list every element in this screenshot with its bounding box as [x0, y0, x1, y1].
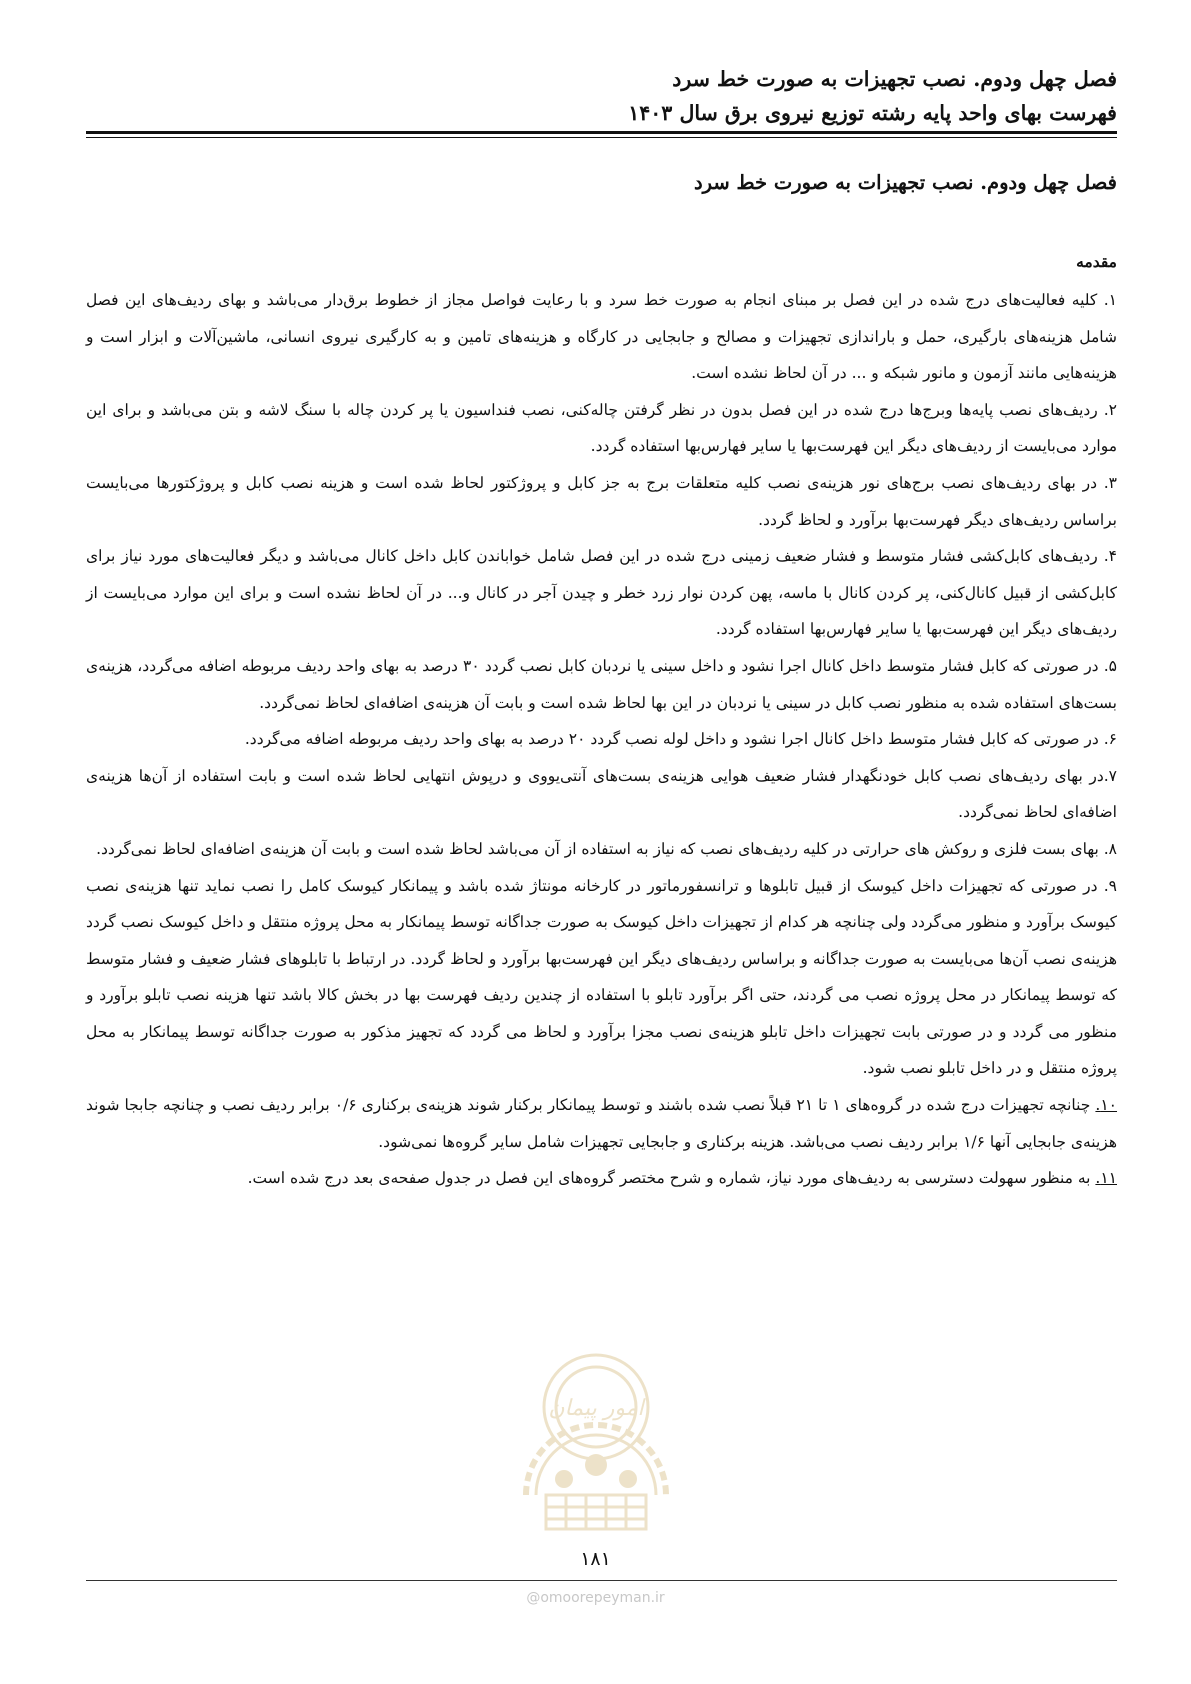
paragraph-text: کلیه فعالیت‌های درج شده در این فصل بر مبنای انجام به صورت خط سرد و با رعایت فواصل مجاز از خطوط برق‌دار می‌باشد و بهای ردیف‌های این فصل شامل هزینه‌های بارگیری، حمل و باراندازی تجهیزات و مصالح و جابجایی در کارگاه و هزینه‌های تامین و به کارگیری نیروی انسانی، ماشین‌آلات و ابزار است و هزینه‌هایی مانند آزمون و مانور شبکه و ... در آن لحاظ نشده است. — [86, 291, 1117, 383]
paragraph-number: ۱۱. — [1095, 1169, 1117, 1188]
paragraph-5 — [86, 648, 1117, 721]
paragraph-text: در صورتی که تجهیزات داخل کیوسک از قبیل تابلوها و ترانسفورماتور در کارخانه مونتاژ شده باشد و پیمانکار کیوسک کامل را نصب نماید تنها هزینه‌ی نصب کیوسک برآورد و منظور می‌گردد ولی چنانچه هر کدام از تجهیزات داخل کیوسک به صورت جداگانه توسط پیمانکار به محل پروژه منتقل و داخل کیوسک نصب گردد هزینه‌ی نصب آن‌ها می‌بایست به صورت جداگانه و براساس ردیف‌های دیگر این فهرست‌بها برآورد و لحاظ گردد. در ارتباط با تابلوهای فشار ضعیف و فشار متوسط که توسط پیمانکار در محل پروژه نصب می گردند، حتی اگر برآورد تابلو با استفاده از چندین ردیف فهرست بها در بخش کالا باشد تنها هزینه نصب تابلو برآورد و منظور می گردد و در صورتی بابت تجهیزات داخل تابلو هزینه‌ی نصب مجزا برآورد و لحاظ می گردد که تجهیز مذکور به صورت جداگانه توسط پیمانکار به محل پروژه منتقل و در داخل تابلو نصب شود. — [86, 876, 1117, 1078]
paragraph-text: در صورتی که کابل فشار متوسط داخل کانال اجرا نشود و داخل سینی یا نردبان کابل نصب گردد ۳۰ درصد به بهای واحد ردیف مربوطه اضافه می‌گردد، هزینه‌ی بست‌های استفاده شده به منظور نصب کابل در سینی یا نردبان در این بها لحاظ شده است و بابت آن هزینه‌ی اضافه‌ای لحاظ نمی‌گردد. — [86, 656, 1117, 712]
paragraph-4 — [86, 538, 1117, 648]
paragraph-text: ردیف‌های کابل‌کشی فشار متوسط و فشار ضعیف زمینی درج شده در این فصل شامل خواباندن کابل داخل کانال می‌باشد و دیگر فعالیت‌های مورد نیاز برای کابل‌کشی از قبیل کانال‌کنی، پر کردن کانال با ماسه، پهن کردن نوار زرد خطر و چیدن آجر در کانال و... در آن لحاظ نشده است و برای این موارد می‌بایست از ردیف‌های دیگر این فهرست‌بها یا سایر فهارس‌بها استفاده گردد. — [86, 547, 1117, 639]
header-chapter-line: فصل چهل ودوم. نصب تجهیزات به صورت خط سرد — [672, 67, 1117, 91]
footer-rule — [86, 1580, 1117, 1581]
paragraph-text: ردیف‌های نصب پایه‌ها وبرج‌ها درج شده در این فصل بدون در نظر گرفتن چاله‌کنی، نصب فنداسیون یا پر کردن چاله با سنگ لاشه و بتن می‌باشد و برای این موارد می‌بایست از ردیف‌های دیگر این فهرست‌بها یا سایر فهارس‌بها استفاده گردد. — [86, 400, 1117, 456]
paragraph-number: ۷. — [1103, 766, 1117, 785]
paragraph-text: به منظور سهولت دسترسی به ردیف‌های مورد نیاز، شماره و شرح مختصر گروه‌های این فصل در جدول صفحه‌ی بعد درج شده است. — [247, 1169, 1096, 1188]
paragraph-number: ۹. — [1103, 876, 1117, 895]
paragraph-number: ۲. — [1103, 400, 1117, 419]
paragraph-6 — [86, 721, 1117, 758]
header-catalog-line: فهرست بهای واحد پایه رشته توزیع نیروی برق سال ۱۴۰۳ — [628, 101, 1117, 125]
paragraph-text: چنانچه تجهیزات درج شده در گروه‌های ۱ تا ۲۱ قبلاً نصب شده باشند و توسط پیمانکار برکنار شوند هزینه‌ی برکناری ۰/۶ برابر ردیف نصب و چنانچه جابجا شوند هزینه‌ی جابجایی آنها ۱/۶ برابر ردیف نصب می‌باشد. هزینه برکناری و جابجایی تجهیزات شامل سایر گروه‌ها نمی‌شود. — [86, 1096, 1117, 1151]
header-rule-thin — [86, 137, 1117, 138]
paragraph-number: ۱. — [1103, 291, 1117, 309]
paragraph-1 — [86, 282, 1117, 392]
paragraph-number: ۱۰. — [1095, 1096, 1118, 1115]
intro-heading: مقدمه — [1076, 252, 1117, 271]
paragraph-number: ۴. — [1103, 547, 1117, 566]
svg-text:امور پیمان: امور پیمان — [548, 1396, 644, 1421]
intro-body — [86, 282, 1117, 1197]
page-number: ۱۸۱ — [580, 1548, 611, 1570]
paragraph-7 — [86, 758, 1117, 831]
paragraph-number: ۶. — [1103, 730, 1117, 749]
paragraph-text: در بهای ردیف‌های نصب برج‌های نور هزینه‌ی نصب کلیه متعلقات برج به جز کابل و پروژکتور لحاظ شده است و هزینه نصب کابل و پروژکتورها می‌بایست براساس ردیف‌های دیگر فهرست‌بها برآورد و لحاظ گردد. — [86, 473, 1117, 529]
paragraph-10 — [86, 1087, 1117, 1160]
paragraph-8 — [86, 831, 1117, 868]
paragraph-number: ۸. — [1103, 839, 1117, 858]
paragraph-9 — [86, 868, 1117, 1088]
running-header — [86, 62, 1117, 130]
footer-site-handle: @omoorepeyman.ir — [526, 1590, 665, 1606]
paragraph-11 — [86, 1160, 1117, 1197]
chapter-title: فصل چهل ودوم. نصب تجهیزات به صورت خط سرد — [693, 171, 1117, 194]
paragraph-number: ۵. — [1103, 656, 1117, 675]
paragraph-text: در صورتی که کابل فشار متوسط داخل کانال اجرا نشود و داخل لوله نصب گردد ۲۰ درصد به بهای واحد ردیف مربوطه اضافه می‌گردد. — [244, 730, 1104, 749]
omoore-peyman-seal-logo-icon — [505, 1345, 687, 1555]
paragraph-2 — [86, 392, 1117, 465]
paragraph-3 — [86, 465, 1117, 538]
header-rule-thick — [86, 131, 1117, 134]
paragraph-text: بهای بست فلزی و روکش های حرارتی در کلیه ردیف‌های نصب که نیاز به استفاده از آن می‌باشد لحاظ شده است و بابت آن هزینه‌ی اضافه‌ای لحاظ نمی‌گردد. — [96, 839, 1104, 858]
paragraph-number: ۳. — [1103, 473, 1117, 492]
paragraph-text: در بهای ردیف‌های نصب کابل خودنگهدار فشار ضعیف هوایی هزینه‌ی بست‌های آنتی‌یووی و درپوش انتهایی لحاظ شده است و بابت استفاده از آن‌ها هزینه‌ی اضافه‌ای لحاظ نمی‌گردد. — [86, 766, 1117, 822]
